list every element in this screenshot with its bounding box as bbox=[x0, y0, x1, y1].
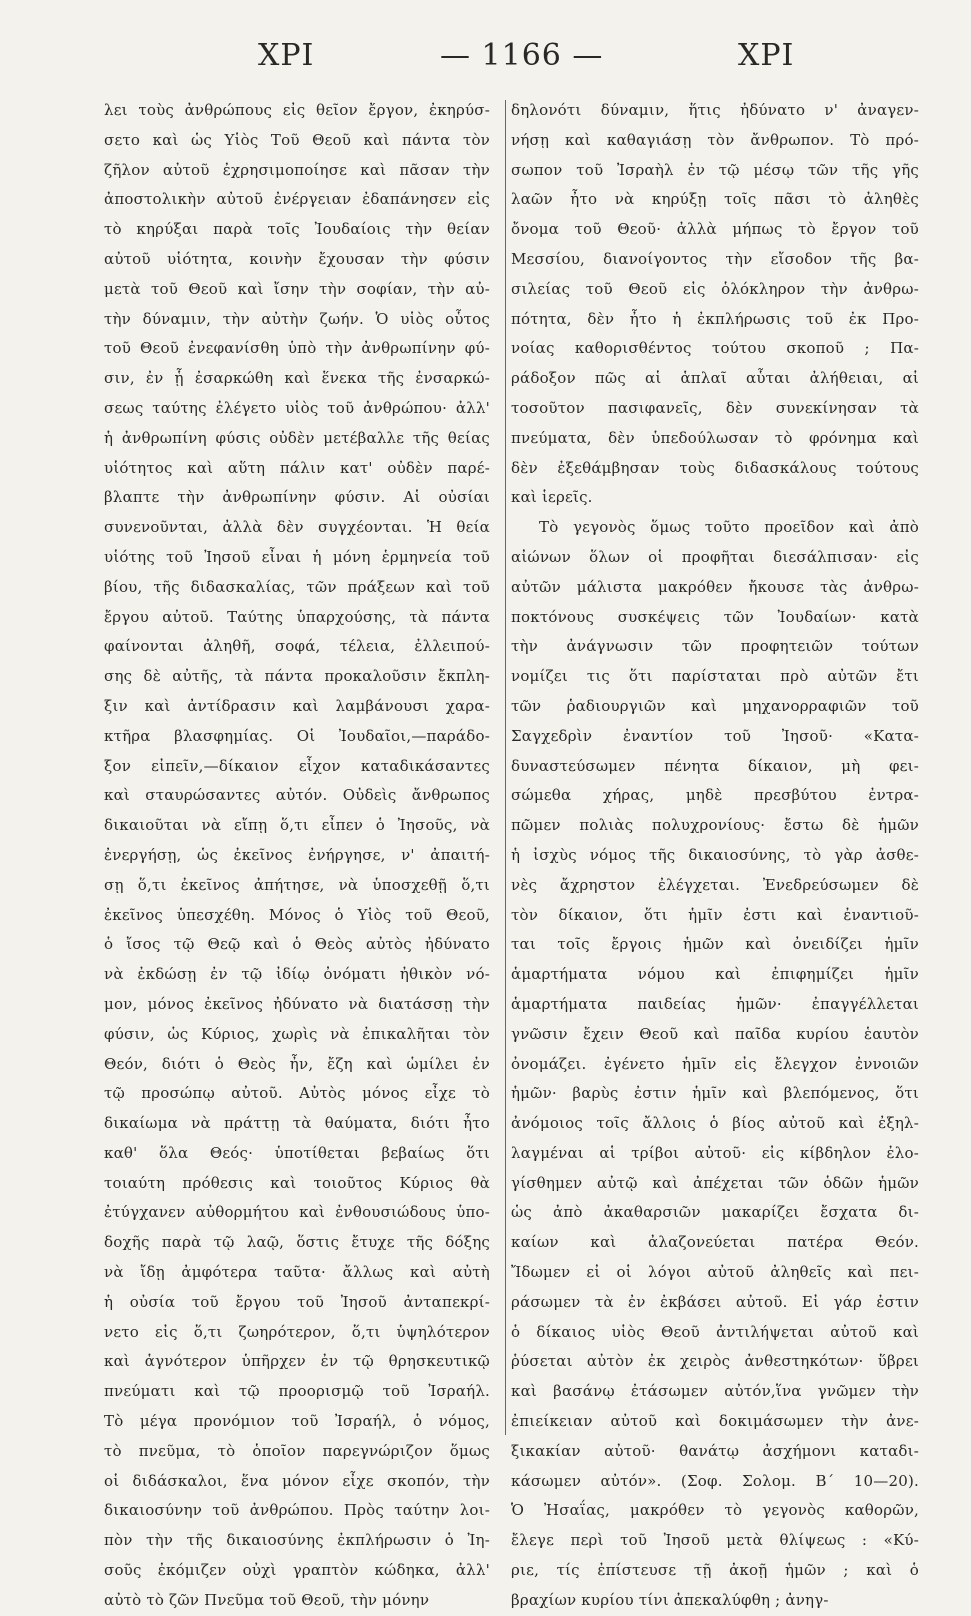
text-line: σώμεθα χήρας, μηδὲ πρεσβύτου ἐντρα- bbox=[511, 786, 919, 805]
text-line: αὐτοῦ υἱότητα, κοινὴν ἔχουσαν τὴν φύσιν bbox=[104, 249, 490, 268]
text-line: ῥύσεται αὐτὸν ἐκ χειρὸς ἀνθεστηκότων· ὕβρει bbox=[511, 1352, 919, 1371]
text-line: σωπον τοῦ Ἰσραὴλ ἐν τῷ μέσῳ τῶν τῆς γῆς bbox=[511, 160, 919, 179]
text-line: ἀνόμοιος τοῖς ἄλλοις ὁ βίος αὐτοῦ καὶ ἐξηλ- bbox=[511, 1114, 919, 1133]
text-line: νὲς ἄχρηστον ἐλέγχεται. Ἐνεδρεύσωμεν δὲ bbox=[511, 875, 919, 894]
text-line: ξον εἰπεῖν,—δίκαιον εἶχον καταδικάσαντες bbox=[104, 756, 490, 775]
text-line: δικαιοῦται νὰ εἴπῃ ὅ,τι εἶπεν ὁ Ἰησοῦς, νὰ bbox=[104, 816, 490, 835]
text-line: πνεύματα, δὲν ὑπεδούλωσαν τὸ φρόνημα καὶ bbox=[511, 428, 919, 447]
text-line: τοῦ Θεοῦ ἐνεφανίσθη ὑπὸ τὴν ἀνθρωπίνην φύ- bbox=[104, 339, 490, 358]
text-line: ζῆλον αὐτοῦ ἐχρησιμοποίησε καὶ πᾶσαν τὴν bbox=[104, 160, 490, 179]
text-line: καθ' ὅλα Θεός· ὑποτίθεται βεβαίως ὅτι bbox=[104, 1143, 490, 1162]
right-text-column bbox=[511, 96, 919, 1616]
text-line: νήσῃ καὶ καθαγιάσῃ τὸν ἄνθρωπον. Τὸ πρό- bbox=[511, 130, 919, 149]
text-line: μετὰ τοῦ Θεοῦ καὶ ἴσην τὴν σοφίαν, τὴν αὐ- bbox=[104, 279, 490, 298]
text-line: ἡ ἀνθρωπίνη φύσις οὐδὲν μετέβαλλε τῆς θείας bbox=[104, 428, 490, 447]
text-line: σεως ταύτης ἐλέγετο υἱὸς τοῦ ἀνθρώπου· ἀλλ' bbox=[104, 398, 490, 417]
text-line: Ἴδωμεν εἰ οἱ λόγοι αὐτοῦ ἀληθεῖς καὶ πει- bbox=[511, 1263, 919, 1282]
text-line: ἁμαρτήματα παιδείας ἡμῶν· ἐπαγγέλλεται bbox=[511, 994, 919, 1013]
text-line: βλαπτε τὴν ἀνθρωπίνην φύσιν. Αἱ οὐσίαι bbox=[104, 488, 490, 507]
text-line: τὸν δίκαιον, ὅτι ἡμῖν ἐστι καὶ ἐναντιοῦ- bbox=[511, 905, 919, 924]
header-left-keyword: ΧΡΙ bbox=[258, 38, 315, 73]
text-line: δηλονότι δύναμιν, ἥτις ἠδύνατο ν' ἀναγεν- bbox=[511, 101, 919, 119]
text-line: ἔργου αὐτοῦ. Ταύτης ὑπαρχούσης, τὰ πάντα bbox=[104, 607, 490, 626]
text-line: δικαιοσύνην τοῦ ἀνθρώπου. Πρὸς ταύτην λοι- bbox=[104, 1501, 490, 1520]
text-line: Ὁ Ἠσαΐας, μακρόθεν τὸ γεγονὸς καθορῶν, bbox=[511, 1501, 919, 1520]
text-line: ἐνεργήσῃ, ὡς ἐκεῖνος ἐνήργησε, ν' ἀπαιτή- bbox=[104, 845, 490, 864]
page-number: — 1166 — bbox=[440, 38, 604, 73]
text-line: τὸ κηρύξαι παρὰ τοῖς Ἰουδαίοις τὴν θείαν bbox=[104, 220, 490, 239]
text-line: Μεσσίου, διανοίγοντος τὴν εἴσοδον τῆς βα- bbox=[511, 249, 919, 268]
text-line: σιλείας τοῦ Θεοῦ εἰς ὁλόκληρον τὴν ἀνθρω- bbox=[511, 279, 919, 298]
text-line: ἐπιείκειαν αὐτοῦ καὶ δοκιμάσωμεν τὴν ἀνε- bbox=[511, 1412, 919, 1431]
left-text-column bbox=[104, 96, 490, 1616]
text-line: πὸν τὴν τῆς δικαιοσύνης ἐκπλήρωσιν ὁ Ἰη- bbox=[104, 1531, 490, 1550]
text-line: λαγμέναι αἱ τρίβοι αὐτοῦ· εἰς κίβδηλον ἐλο- bbox=[511, 1143, 919, 1162]
text-line: υἱότητος καὶ αὕτη πάλιν κατ' οὐδὲν παρέ- bbox=[104, 458, 490, 477]
text-line: δοχῆς παρὰ τῷ λαῷ, ὅστις ἔτυχε τῆς δόξης bbox=[104, 1233, 490, 1252]
column-divider bbox=[505, 100, 506, 1435]
text-line: δικαίωμα νὰ πράττῃ τὰ θαύματα, διότι ἦτο bbox=[104, 1114, 490, 1133]
text-line: βίου, τῆς διδασκαλίας, τῶν πράξεων καὶ τοῦ bbox=[104, 577, 490, 596]
text-line: νὰ ἐκδώσῃ ἐν τῷ ἰδίῳ ὀνόματι ἠθικὸν νό- bbox=[104, 965, 490, 984]
text-line: ὁ ἴσος τῷ Θεῷ καὶ ὁ Θεὸς αὐτὸς ἠδύνατο bbox=[104, 935, 490, 954]
text-line: Τὸ μέγα προνόμιον τοῦ Ἰσραήλ, ὁ νόμος, bbox=[104, 1412, 490, 1431]
text-line: συνενοῦνται, ἀλλὰ δὲν συγχέονται. Ἡ θεία bbox=[104, 518, 490, 537]
text-line: οἱ διδάσκαλοι, ἕνα μόνον εἶχε σκοπόν, τὴν bbox=[104, 1471, 490, 1490]
text-line: καίων καὶ ἀλαζονεύεται πατέρα Θεόν. bbox=[511, 1233, 919, 1252]
text-line: ὄνομα τοῦ Θεοῦ· ἀλλὰ μήπως τὸ ἔργον τοῦ bbox=[511, 220, 919, 239]
text-line: τῷ προσώπῳ αὐτοῦ. Αὐτὸς μόνος εἶχε τὸ bbox=[104, 1084, 490, 1103]
text-line: υἱότης τοῦ Ἰησοῦ εἶναι ἡ μόνη ἑρμηνεία τοῦ bbox=[104, 547, 490, 566]
text-line: σιν, ἐν ᾗ ἐσαρκώθη καὶ ἕνεκα τῆς ἐνσαρκώ- bbox=[104, 369, 490, 388]
text-line: τὴν ἀνάγνωσιν τῶν προφητειῶν τούτων bbox=[511, 637, 919, 656]
text-line: βραχίων κυρίου τίνι ἀπεκαλύφθη ; ἀνηγ- bbox=[511, 1590, 829, 1609]
text-line: ἐτύγχανεν αὐθορμήτου καὶ ἐνθουσιώδους ὑπο- bbox=[104, 1203, 490, 1222]
text-line: ξιν καὶ ἀντίδρασιν καὶ λαμβάνουσι χαρα- bbox=[104, 696, 490, 715]
text-line: Θεόν, διότι ὁ Θεὸς ἦν, ἔζη καὶ ὡμίλει ἐν bbox=[104, 1054, 490, 1073]
text-line: ριε, τίς ἐπίστευσε τῇ ἀκοῇ ἡμῶν ; καὶ ὁ bbox=[511, 1561, 919, 1580]
text-line: σης δὲ αὐτῆς, τὰ πάντα προκαλοῦσιν ἔκπλη- bbox=[104, 667, 490, 686]
text-line: σοῦς ἐκόμιζεν οὐχὶ γραπτὸν κώδηκα, ἀλλ' bbox=[104, 1561, 490, 1580]
text-line: ἔλεγε περὶ τοῦ Ἰησοῦ μετὰ θλίψεως : «Κύ- bbox=[511, 1531, 919, 1550]
text-line: Τὸ γεγονὸς ὅμως τοῦτο προεῖδον καὶ ἀπὸ bbox=[539, 518, 919, 537]
text-line: καὶ ἁγνότερον ὑπῆρχεν ἐν τῷ θρησκευτικῷ bbox=[104, 1352, 490, 1371]
text-line: καὶ σταυρώσαντες αὐτόν. Οὐδεὶς ἄνθρωπος bbox=[104, 786, 490, 805]
text-line: ἡ οὐσία τοῦ ἔργου τοῦ Ἰησοῦ ἀνταπεκρί- bbox=[104, 1292, 490, 1311]
text-line: πνεύματι καὶ τῷ προορισμῷ τοῦ Ἰσραήλ. bbox=[104, 1382, 490, 1401]
text-line: φύσιν, ὡς Κύριος, χωρὶς νὰ ἐπικαλῆται τὸν bbox=[104, 1024, 490, 1043]
text-line: ἡ ἰσχὺς νόμος τῆς δικαιοσύνης, τὸ γὰρ ἀσθε- bbox=[511, 845, 919, 864]
text-line: δυναστεύσωμεν πένητα δίκαιον, μὴ φει- bbox=[511, 756, 919, 775]
text-line: τοιαύτη πρόθεσις καὶ τοιοῦτος Κύριος θὰ bbox=[104, 1173, 490, 1192]
text-line: ράδοξον πῶς αἱ ἁπλαῖ αὗται ἀλήθειαι, αἱ bbox=[511, 369, 919, 388]
text-line: νετο εἰς ὅ,τι ζωηρότερον, ὅ,τι ὑψηλότερον bbox=[104, 1322, 490, 1341]
text-line: ἁμαρτήματα νόμου καὶ ἐπιφημίζει ἡμῖν bbox=[511, 965, 919, 984]
text-line: σῃ ὅ,τι ἐκεῖνος ἀπήτησε, νὰ ὑποσχεθῇ ὅ,τι bbox=[104, 875, 490, 894]
text-line: πότητα, δὲν ἦτο ἡ ἐκπλήρωσις τοῦ ἐκ Προ- bbox=[511, 309, 919, 328]
text-line: γνῶσιν ἔχειν Θεοῦ καὶ παῖδα κυρίου ἑαυτὸν bbox=[511, 1024, 919, 1043]
text-line: τοσοῦτον πασιφανεῖς, δὲν συνεκίνησαν τὰ bbox=[511, 398, 919, 417]
text-line: ὁ δίκαιος υἱὸς Θεοῦ ἀντιλήψεται αὐτοῦ καὶ bbox=[511, 1322, 919, 1341]
text-line: ξικακίαν αὐτοῦ· θανάτῳ ἀσχήμονι καταδι- bbox=[511, 1441, 919, 1460]
text-line: ἡμῶν· βαρὺς ἐστιν ἡμῖν καὶ βλεπόμενος, ὅτι bbox=[511, 1084, 919, 1103]
text-line: μον, μόνος ἐκεῖνος ἠδύνατο νὰ διατάσσῃ τὴν bbox=[104, 994, 490, 1013]
text-line: πῶμεν πολιὰς πολυχρονίους· ἔστω δὲ ἡμῶν bbox=[511, 816, 919, 835]
text-line: σετο καὶ ὡς Υἱὸς Τοῦ Θεοῦ καὶ πάντα τὸν bbox=[104, 130, 490, 149]
text-line: φαίνονται ἀληθῆ, σοφά, τέλεια, ἐλλειπού- bbox=[104, 637, 490, 656]
text-line: ὀνομάζει. ἐγένετο ἡμῖν εἰς ἔλεγχον ἐννοιῶν bbox=[511, 1054, 919, 1073]
text-line: καὶ ἱερεῖς. bbox=[511, 488, 593, 507]
header-right-keyword: ΧΡΙ bbox=[738, 38, 795, 73]
text-line: νὰ ἴδῃ ἀμφότερα ταῦτα· ἄλλως καὶ αὐτὴ bbox=[104, 1263, 490, 1282]
text-line: κάσωμεν αὐτόν». (Σοφ. Σολομ. Β΄ 10—20). bbox=[511, 1471, 919, 1490]
text-line: αἰώνων ὅλων οἱ προφῆται διεσάλπισαν· εἰς bbox=[511, 547, 919, 566]
text-line: λαῶν ἦτο νὰ κηρύξῃ τοῖς πᾶσι τὸ ἀληθὲς bbox=[511, 190, 919, 209]
running-header bbox=[0, 38, 971, 88]
text-line: νοίας καθορισθέντος τούτου σκοποῦ ; Πα- bbox=[511, 339, 919, 358]
text-line: ἀποστολικὴν αὐτοῦ ἐνέργειαν ἐδαπάνησεν εἰς bbox=[104, 190, 490, 209]
text-line: δὲν ἐξεθάμβησαν τοὺς διδασκάλους τούτους bbox=[511, 458, 919, 477]
text-line: καὶ βασάνῳ ἐτάσωμεν αὐτόν,ἵνα γνῶμεν τὴν bbox=[511, 1382, 919, 1401]
text-line: λει τοὺς ἀνθρώπους εἰς θεῖον ἔργον, ἐκηρύσ- bbox=[104, 101, 490, 119]
text-line: αὐτῶν μάλιστα μακρόθεν ἤκουσε τὰς ἀνθρω- bbox=[511, 577, 919, 596]
text-line: γίσθημεν αὐτῷ καὶ ἀπέχεται τῶν ὁδῶν ἡμῶν bbox=[511, 1173, 919, 1192]
text-line: κτῆρα βλασφημίας. Οἱ Ἰουδαῖοι,—παράδο- bbox=[104, 726, 490, 745]
text-line: Σαγχεδρὶν ἐναντίον τοῦ Ἰησοῦ· «Κατα- bbox=[511, 726, 919, 745]
text-line: νομίζει τις ὅτι παρίσταται πρὸ αὐτῶν ἔτι bbox=[511, 667, 919, 686]
text-line: ποκτόνους συσκέψεις τῶν Ἰουδαίων· κατὰ bbox=[511, 607, 919, 626]
text-line: τὸ πνεῦμα, τὸ ὁποῖον παρεγνώριζον ὅμως bbox=[104, 1441, 490, 1460]
text-line: τῶν ῥαδιουργιῶν καὶ μηχανορραφιῶν τοῦ bbox=[511, 696, 919, 715]
text-line: ἐκεῖνος ὑπεσχέθη. Μόνος ὁ Υἱὸς τοῦ Θεοῦ, bbox=[104, 905, 490, 924]
text-line: ὡς ἀπὸ ἀκαθαρσιῶν μακαρίζει ἔσχατα δι- bbox=[511, 1203, 919, 1222]
text-line: αὐτὸ τὸ ζῶν Πνεῦμα τοῦ Θεοῦ, τὴν μόνην bbox=[104, 1590, 430, 1609]
text-line: ται τοῖς ἔργοις ἡμῶν καὶ ὀνειδίζει ἡμῖν bbox=[511, 935, 919, 954]
text-line: ράσωμεν τὰ ἐν ἐκβάσει αὐτοῦ. Εἰ γάρ ἐστιν bbox=[511, 1292, 919, 1311]
text-line: τὴν δύναμιν, τὴν αὐτὴν ζωήν. Ὁ υἱὸς οὗτος bbox=[104, 309, 490, 328]
